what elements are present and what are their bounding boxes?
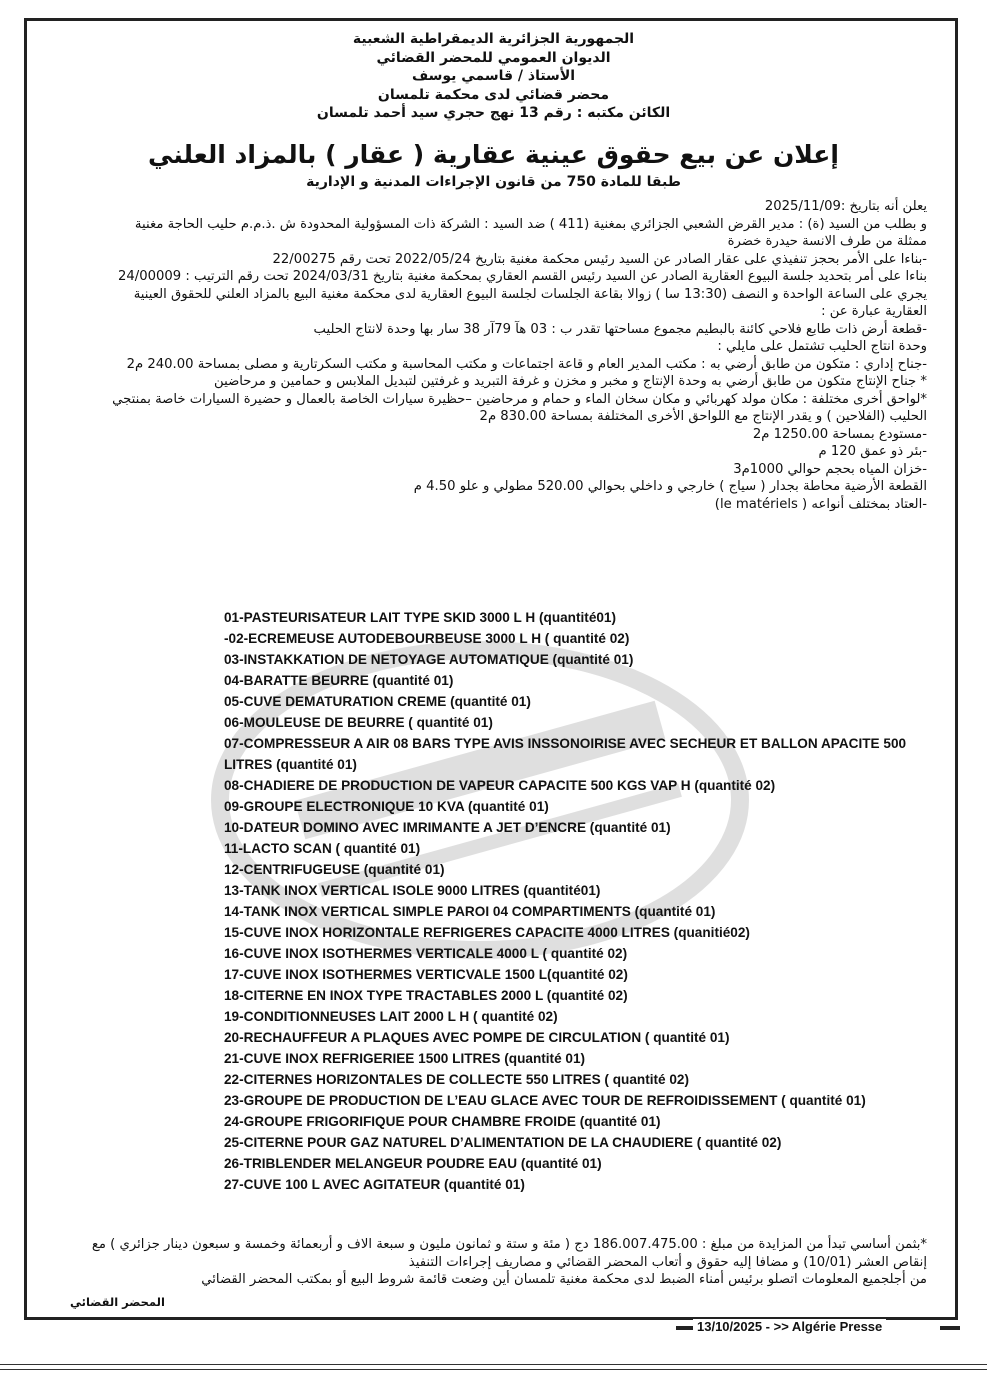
list-item: 09-GROUPE ELECTRONIQUE 10 KVA (quantité 01): [224, 799, 549, 814]
body-paragraph: *لواحق أخرى مختلفة : مكان مولد كهربائي و مكان سخان الماء و حمام و مرحاضين –حظيرة سيارات الخاصة بالعمال و حضيرة السيارات خاصة بمنتجي الحليب (الفلاحين ) و يقدر الإنتاج مع اللواحق الأخرى المختلفة بمساحة 830.00 م2: [112, 391, 927, 424]
body-paragraph: يعلن أنه بتاريخ :2025/11/09: [764, 199, 927, 214]
footer-paragraph: *بثمن أساسي تبدأ من المزايدة من مبلغ : 186.007.475.00 دج ( مئة و ستة و ثمانون مليون و سبعة الاف و أربعمائة وخمسة و سبعون دينار جزائري ) مع إنقاص العشر (10/01) و مضافا إليه حقوق و أتعاب المحضر القضائي و مصاريف إجراءات التنفيذ: [91, 1237, 927, 1270]
list-item: 16-CUVE INOX ISOTHERMES VERTICALE 4000 L ( quantité 02): [224, 946, 628, 961]
list-item: 06-MOULEUSE DE BEURRE ( quantité 01): [224, 715, 493, 730]
header-line: محضر قضائي لدى محكمة تلمسان: [377, 86, 610, 103]
list-item: 08-CHADIERE DE PRODUCTION DE VAPEUR CAPACITE 500 KGS VAP H (quantité 02): [224, 778, 776, 793]
body-paragraph: وحدة انتاج الحليب تشتمل على مايلي :: [717, 339, 927, 354]
divider: [676, 1326, 694, 1330]
header-line: الكائن مكتبه : رقم 13 نهج حجري سيد أحمد تلمسان: [316, 105, 671, 122]
header-block: [0, 30, 987, 123]
body-paragraph: القطعة الأرضية محاطة بجدار ( سياج ) خارجي و داخلي بحوالي 520.00 مطولي و علو 4.50 م: [413, 479, 927, 494]
list-item: 22-CITERNES HORIZONTALES DE COLLECTE 550 LITRES ( quantité 02): [224, 1072, 690, 1087]
body-paragraph: -خزان المياه بحجم حوالي 1000م3: [733, 461, 927, 477]
list-item: 20-RECHAUFFEUR A PLAQUES AVEC POMPE DE CIRCULATION ( quantité 01): [224, 1030, 730, 1045]
body-paragraph: * جناح الإنتاج متكون من طابق أرضي به وحدة الإنتاج و مخبر و مخزن و غرفة التبريد و غرفتين لتبديل الملابس و حمامين و مرحاضين: [214, 374, 927, 389]
footer-paragraph: من أجلجميع المعلومات اتصلو برئيس أمناء الضبط لدى محكمة مغنية تلمسان أين وضعت قائمة شروط البيع أو بمكتب المحضر القضائي: [201, 1272, 927, 1287]
notice-title: إعلان عن بيع حقوق عينية عقارية ( عقار ) بالمزاد العلني: [148, 140, 839, 169]
list-item: 03-INSTAKKATION DE NETOYAGE AUTOMATIQUE (quantité 01): [224, 652, 634, 667]
signature-label: المحضر القضائي: [70, 1295, 165, 1309]
notice-subtitle: طبقا للمادة 750 من قانون الإجراءات المدنية و الإدارية: [306, 174, 681, 190]
body-paragraph: بناءا على أمر بتحديد جلسة البيوع العقارية الصادر عن السيد رئيس القسم العقاري بمحكمة مغنية بتاريخ 2024/03/31 تحت رقم الترتيب : 24/00009: [117, 269, 927, 284]
header-line: الديوان العمومي للمحضر القضائي: [376, 49, 611, 66]
divider: [0, 1364, 987, 1365]
press-source: 13/10/2025 - >> Algérie Presse: [693, 1319, 886, 1334]
list-item: 11-LACTO SCAN ( quantité 01): [224, 841, 421, 856]
header-line: الجمهورية الجزائرية الديمقراطية الشعبية: [352, 31, 635, 47]
list-item: 10-DATEUR DOMINO AVEC IMRIMANTE A JET D’ENCRE (quantité 01): [224, 820, 671, 835]
list-item: 17-CUVE INOX ISOTHERMES VERTICVALE 1500 L(quantité 02): [224, 967, 628, 982]
list-item: 14-TANK INOX VERTICAL SIMPLE PAROI 04 COMPARTIMENTS (quantité 01): [224, 904, 716, 919]
header-line: الأستاذ / قاسمي يوسف: [411, 68, 576, 85]
body-paragraph: -جناح إداري : متكون من طابق أرضي به : مكتب المدير العام و قاعة اجتماعات و مكتب المحاسبة و مكتب السكرتارية و مصلى بمساحة 240.00 م2: [126, 356, 927, 372]
body-paragraph: -العتاد بمختلف أنواعه ( le matériels): [714, 496, 927, 512]
list-item: 05-CUVE DEMATURATION CREME (quantité 01): [224, 694, 531, 709]
body-paragraph: -قطعة أرض ذات طابع فلاحي كائنة بالبطيم مجموع مساحتها تقدر ب : 03 هآ 79آر 38 سار بها وحدة لانتاج الحليب: [313, 321, 927, 337]
notice-footer: [60, 1236, 927, 1289]
list-item: 25-CITERNE POUR GAZ NATUREL D’ALIMENTATION DE LA CHAUDIERE ( quantité 02): [224, 1135, 782, 1150]
list-item: 15-CUVE INOX HORIZONTALE REFRIGERES CAPACITE 4000 LITRES (quanitié02): [224, 925, 750, 940]
list-item: 27-CUVE 100 L AVEC AGITATEUR (quantité 01): [224, 1177, 525, 1192]
divider: [0, 1369, 987, 1370]
body-paragraph: يجري على الساعة الواحدة و النصف (13:30 سا ) زوالا بقاعة الجلسات لجلسة البيوع العقارية لدى محكمة مغنية البيع بالمزاد العلني للحقوق العينية العقارية عبارة عن :: [133, 286, 927, 319]
list-item: 13-TANK INOX VERTICAL ISOLE 9000 LITRES (quantité01): [224, 883, 601, 898]
list-item: 18-CITERNE EN INOX TYPE TRACTABLES 2000 L (quantité 02): [224, 988, 628, 1003]
notice-body: [104, 198, 927, 513]
list-item: 01-PASTEURISATEUR LAIT TYPE SKID 3000 L H (quantité01): [224, 610, 617, 625]
list-item: 21-CUVE INOX REFRIGERIEE 1500 LITRES (quantité 01): [224, 1051, 586, 1066]
list-item: 12-CENTRIFUGEUSE (quantité 01): [224, 862, 445, 877]
body-paragraph: -بناءا على الأمر بحجز تنفيذي على عقار الصادر عن السيد رئيس محكمة مغنية بتاريخ 2022/05/24 تحت رقم 22/00275: [272, 251, 927, 267]
equipment-list: [224, 607, 924, 1195]
list-item: 04-BARATTE BEURRE (quantité 01): [224, 673, 454, 688]
divider: [940, 1326, 960, 1330]
body-paragraph: -مستودع بمساحة 1250.00 م2: [752, 426, 927, 442]
list-item: 07-COMPRESSEUR A AIR 08 BARS TYPE AVIS INSSONOIRISE AVEC SECHEUR ET BALLON APACITE 500 LITRES (quantité 01): [224, 736, 907, 772]
list-item: 26-TRIBLENDER MELANGEUR POUDRE EAU (quantité 01): [224, 1156, 602, 1171]
list-item: 24-GROUPE FRIGORIFIQUE POUR CHAMBRE FROIDE (quantité 01): [224, 1114, 661, 1129]
list-item: 23-GROUPE DE PRODUCTION DE L’EAU GLACE AVEC TOUR DE REFROIDISSEMENT ( quantité 01): [224, 1093, 866, 1108]
list-item: -02-ECREMEUSE AUTODEBOURBEUSE 3000 L H ( quantité 02): [224, 631, 630, 646]
list-item: 19-CONDITIONNEUSES LAIT 2000 L H ( quantité 02): [224, 1009, 558, 1024]
body-paragraph: -بئر ذو عمق 120 م: [818, 444, 927, 459]
body-paragraph: و بطلب من السيد (ة) : مدير القرض الشعبي الجزائري بمغنية (411 ) ضد السيد : الشركة ذات المسؤولية المحدودة ش .ذ.م.م حليب الحاجة مغنية ممثلة من طرف الانسة حيدرة خضرة: [134, 216, 927, 249]
